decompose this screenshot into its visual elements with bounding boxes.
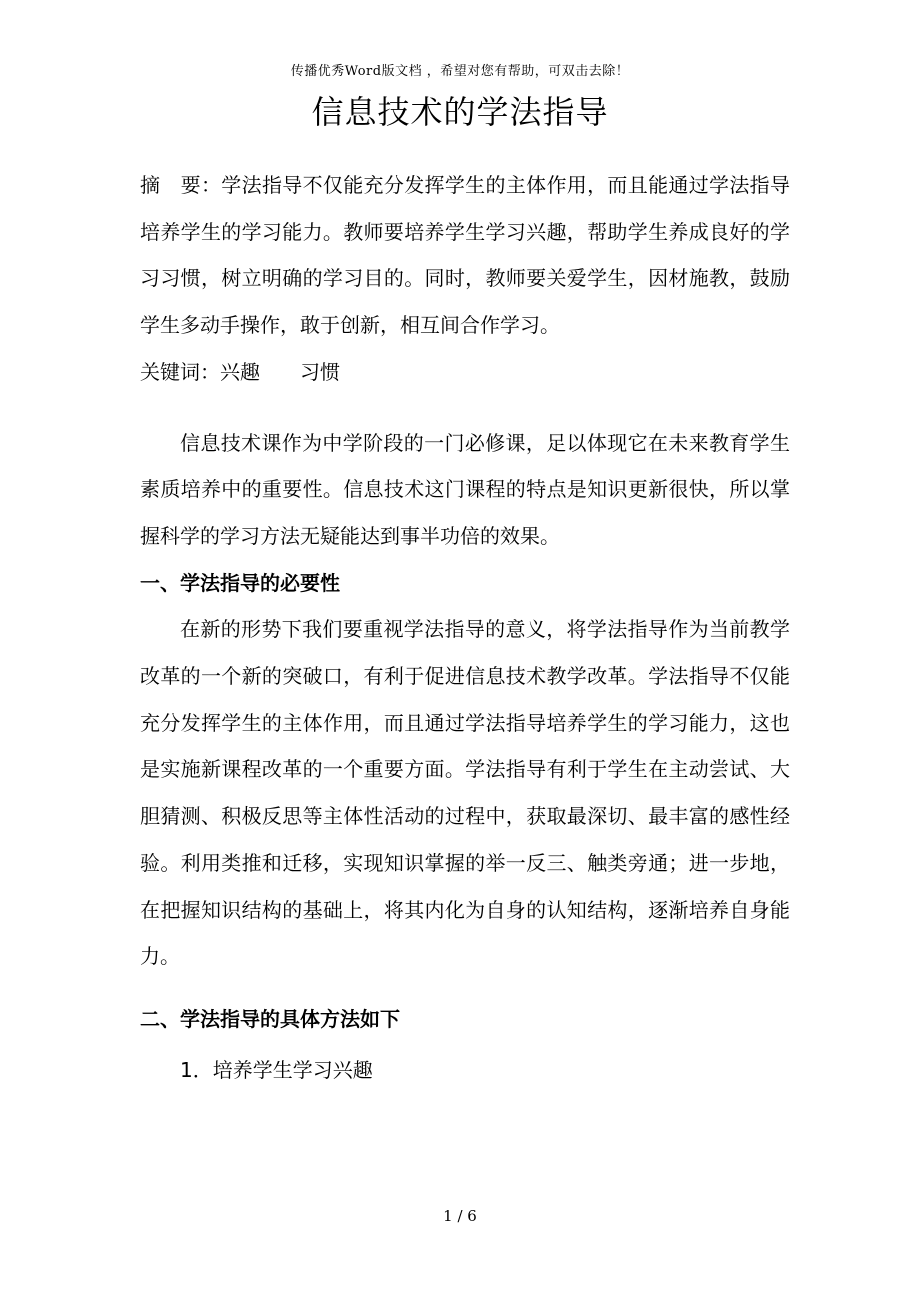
- abstract-text: 学法指导不仅能充分发挥学生的主体作用，而且能通过学法指导培养学生的学习能力。教师要培养学生学习兴趣，帮助学生养成良好的学习习惯，树立明确的学习目的。同时，教师要关爱学生，因材施教，鼓励学生多动手操作，敢于创新，相互间合作学习。: [140, 173, 791, 338]
- keywords-line: [140, 349, 790, 396]
- spacer: [140, 980, 790, 996]
- document-title: 信息技术的学法指导: [311, 93, 609, 131]
- section-heading: 一、学法指导的必要性: [140, 570, 340, 595]
- keywords-label: 关键词：: [140, 359, 220, 384]
- keyword-item: 习惯: [300, 359, 340, 384]
- intro-paragraph: 信息技术课作为中学阶段的一门必修课，足以体现它在未来教育学生素质培养中的重要性。信息技术这门课程的特点是知识更新很快，所以掌握科学的学习方法无疑能达到事半功倍的效果。: [140, 430, 790, 548]
- abstract-paragraph: [140, 162, 790, 349]
- page-indicator: 1 / 6: [443, 1207, 477, 1225]
- section-paragraph: 在新的形势下我们要重视学法指导的意义，将学法指导作为当前教学改革的一个新的突破口，有利于促进信息技术教学改革。学法指导不仅能充分发挥学生的主体作用，而且通过学法指导培养学生的学习能力，这也是实施新课程改革的一个重要方面。学法指导有利于学生在主动尝试、大胆猜测、积极反思等主体性活动的过程中，获取最深切、最丰富的感性经验。利用类推和迁移，实现知识掌握的举一反三、触类旁通；进一步地，在把握知识结构的基础上，将其内化为自身的认知结构，逐渐培养自身能力。: [140, 617, 790, 969]
- header-note: 传播优秀Word版文档 ，希望对您有帮助，可双击去除！: [290, 64, 630, 79]
- document-body: [140, 162, 790, 1093]
- spacer: [140, 396, 790, 420]
- list-item: 1．培养学生学习兴趣: [180, 1057, 373, 1082]
- abstract-label: 摘 要：: [140, 173, 222, 197]
- keyword-item: 兴趣: [220, 359, 260, 384]
- section-heading: 二、学法指导的具体方法如下: [140, 1006, 400, 1031]
